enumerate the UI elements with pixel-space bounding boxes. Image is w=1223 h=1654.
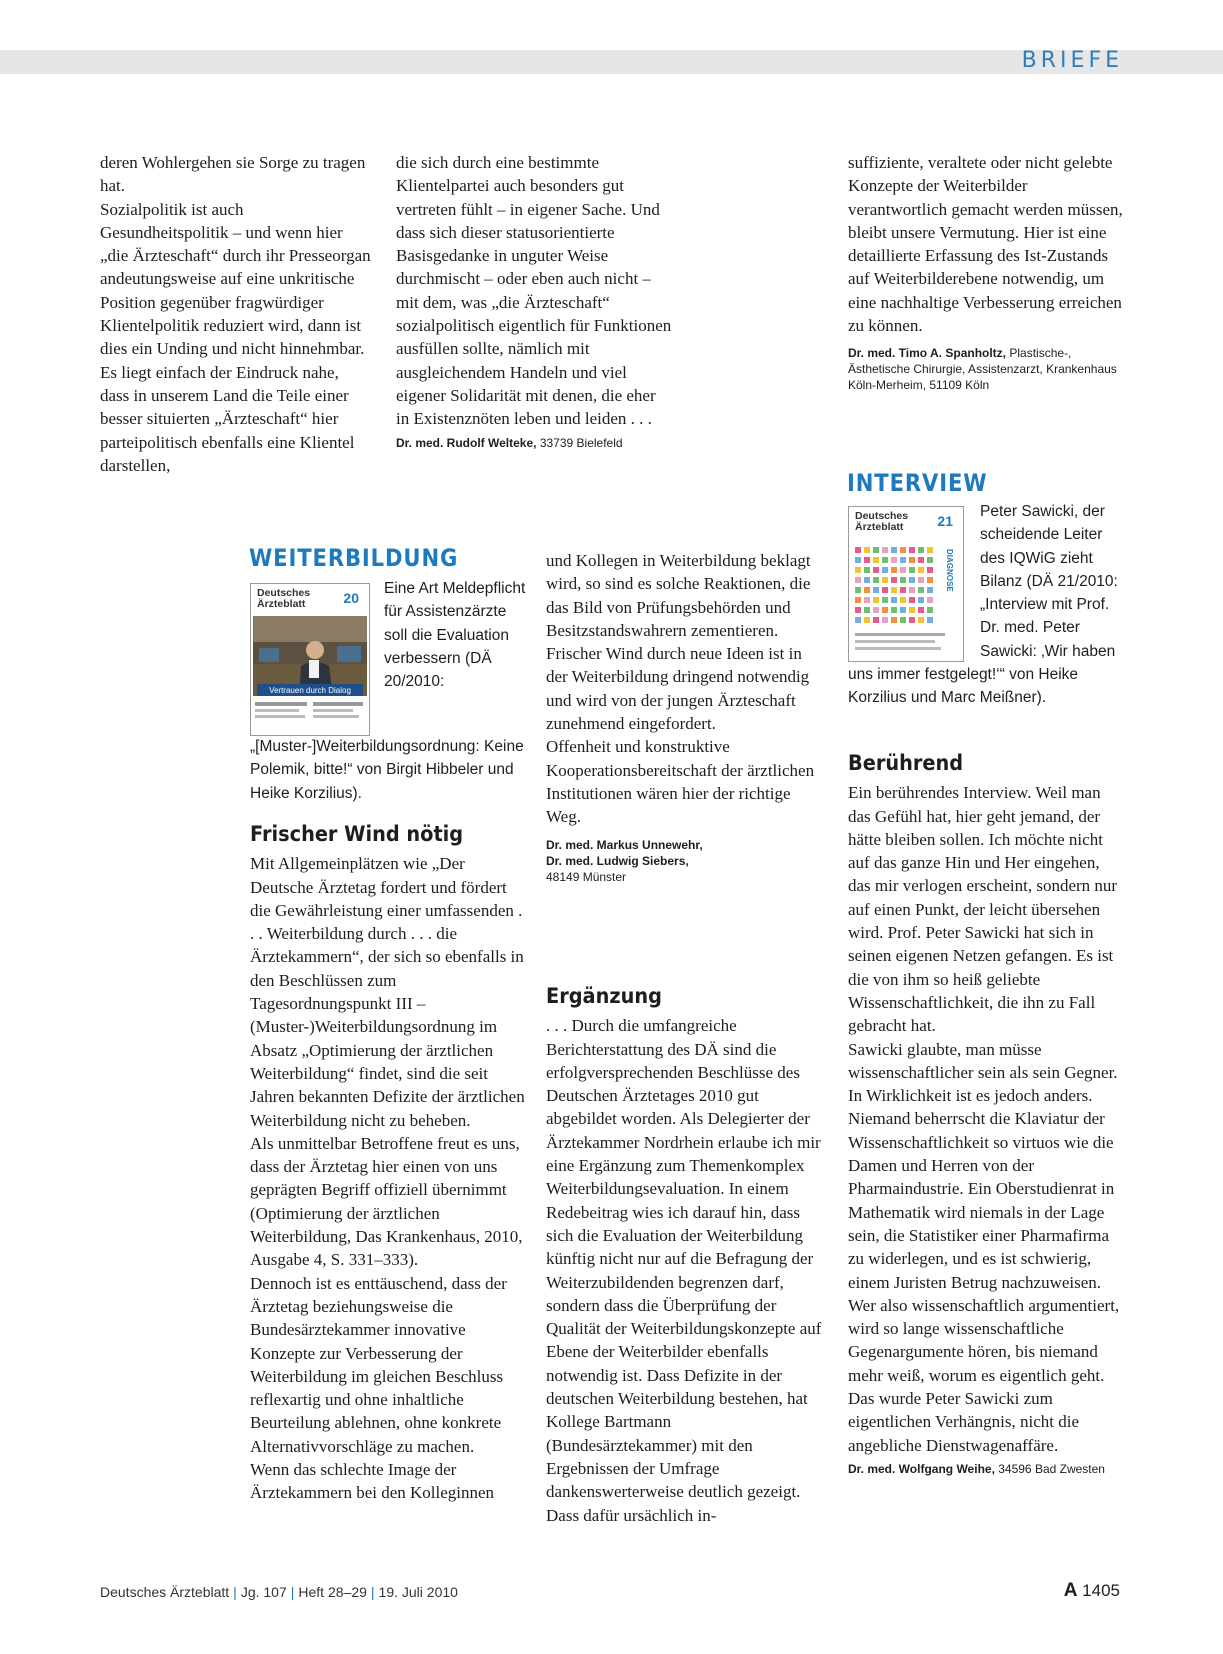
letter-frischer-wind (250, 823, 527, 1505)
letter-signature: Dr. med. Markus Unnewehr, Dr. med. Ludwig Siebers, 48149 Münster (546, 837, 703, 884)
date: 19. Juli 2010 (378, 1584, 458, 1600)
paragraph: . . . Durch die umfangreiche Berichterstattung des DÄ sind die erfolgversprechenden Beschlüsse des Deutschen Ärztetages 2010 gut abgebildet worden. Als Delegierter der Ärztekammer Nordrhein erlaube ich mir eine Ergänzung zum Themenkomplex Weiterbildungsevaluation. In einem Redebeitrag wies ich darauf hin, dass sich die Evaluation der Weiterbildung künftig nicht nur auf die Befragung der Weiterzubildenden begrenzen darf, sondern dass die Überprüfung der Qualität der Weiterbildungskonzepte auf Ebene der Weiterbilder ebenfalls notwendig ist. Dass Defizite in der deutschen Weiterbildung bestehen, hat Kollege Bartmann (Bundesärztekammer) mit den Ergebnissen der Umfrage dankenswerterweise deutlich gezeigt. Dass dafür ursächlich in- (546, 1016, 822, 1525)
cover-title: Deutsches Ärzteblatt (855, 510, 909, 533)
paragraph: deren Wohlergehen sie Sorge zu tragen hat. (100, 153, 366, 196)
volume: Jg. 107 (240, 1584, 287, 1600)
letter-continuation-col1 (100, 151, 372, 477)
cover-vertical-word: DIAGNOSE (945, 549, 954, 592)
interview-teaser: Peter Sawicki, der scheidende Leiter des IQWiG zieht Bilanz (DÄ 21/2010: „Interview mit Prof. Dr. med. Peter Sawicki: ‚Wir haben uns immer festgelegt!‘“ von Heike Korzilius und Marc Meißner). (848, 500, 1124, 710)
cover-float-spacer (250, 577, 384, 735)
section-heading: INTERVIEW (847, 469, 988, 497)
weiterbildung-teaser: Eine Art Meldepflicht für Assistenzärzte soll die Evaluation verbessern (DÄ 20/2010: „[Muster-]Weiterbildungsordnung: Keine Polemik, bitte!“ von Birgit Hibbeler und Heike Korzilius). (250, 577, 526, 805)
letter-signature: Dr. med. Timo A. Spanholtz, Plastische-, Ästhetische Chirurgie, Assistenzarzt, Krankenhaus Köln-Merheim, 51109 Köln (848, 346, 1117, 393)
paragraph: Sozialpolitik ist auch Gesundheitspolitik – und wenn hier „die Ärzteschaft“ durch ihr Presseorgan andeutungsweise auf eine unkritische Position gegenüber fragwürdiger Klientelpolitik reduziert wird, dann ist dies ein Unding und nicht hinnehmbar. Es liegt einfach der Eindruck nahe, dass in unserem Land die Teile einer besser situierten „Ärzteschaft“ hier parteipolitisch ebenfalls eine Klientel darstellen, (100, 199, 371, 475)
cover-title: Deutsches Ärzteblatt (257, 587, 311, 610)
cover-float-spacer (848, 500, 980, 662)
paragraph: Als unmittelbar Betroffene freut es uns, dass der Ärztetag hier einen von uns geprägten Begriff offiziell übernimmt (Optimierung der ärztlichen Weiterbildung, Das Krankenhaus, 2010, Ausgabe 4, S. 331–333). (250, 1133, 523, 1270)
paragraph: die sich durch eine bestimmte Klientelpartei auch besonders gut vertreten fühlt – in eigener Sache. Und dass sich dieser statusorientierte Basisgedanke in unguter Weise durchmischt – oder eben auch nicht – mit dem, was „die Ärzteschaft“ sozialpolitisch eigentlich für Funktionen ausfüllen sollte, nämlich mit ausgleichendem Handeln und viel eigener Solidarität mit denen, die eher in Existenznöten leben und leiden . . . (396, 153, 672, 429)
letter-frischer-wind-continued (546, 549, 823, 885)
footer-citation: Deutsches Ärzteblatt | Jg. 107 | Heft 28–29 | 19. Juli 2010 (100, 1584, 458, 1600)
letter-heading: Berührend (848, 751, 964, 775)
section-title: BRIEFE (1021, 48, 1123, 73)
paragraph: und Kollegen in Weiterbildung beklagt wird, so sind es solche Reaktionen, die das Bild von Prüfungsbehörden und Besitzstandswahrern zementieren. (546, 551, 811, 640)
letter-heading: Ergänzung (546, 984, 662, 1008)
paragraph: suffiziente, veraltete oder nicht gelebte Konzepte der Weiterbilder verantwortlich gemacht werden müssen, bleibt unsere Vermutung. Hier ist eine detaillierte Erfassung des Ist-Zustands auf Weiterbilderebene notwendig, um eine nachhaltige Verbesserung erreichen zu können. (848, 153, 1123, 336)
paragraph: Ein berührendes Interview. Weil man das Gefühl hat, hier geht jemand, der hätte bleiben sollen. Ich möchte nicht auf das ganze Hin und Her eingehen, das mir verlogen erscheint, sondern nur auf einen Punkt, der leicht übersehen wird. Prof. Peter Sawicki hat sich in seinen eigenen Netzen gefangen. Es ist die von ihm so heiß geliebte Wissenschaftlichkeit, die ihn zu Fall gebracht hat. (848, 783, 1118, 1036)
letter-continuation-col3 (848, 151, 1123, 393)
letter-continuation-col2 (396, 151, 672, 451)
page-number: A 1405 (1063, 1580, 1120, 1601)
letter-heading: Frischer Wind nötig (250, 822, 464, 846)
interview-section (847, 469, 1127, 497)
letter-signature: Dr. med. Wolfgang Weihe, 34596 Bad Zwesten (848, 1461, 1105, 1476)
paragraph: Dennoch ist es enttäuschend, dass der Ärztetag beziehungsweise die Bundesärztekammer innovative Konzepte zur Verbesserung der Weiterbildung im gleichen Beschluss reflexartig und ohne inhaltliche Beurteilung ablehnen, ohne konkrete Alternativvorschläge zu machen. (250, 1273, 507, 1456)
paragraph: Sawicki glaubte, man müsse wissenschaftlicher sein als sein Gegner. In Wirklichkeit ist es jedoch anders. Niemand beherrscht die Klaviatur der Wissenschaftlichkeit so virtuos wie die Damen und Herren von der Pharmaindustrie. Ein Oberstudienrat in Mathematik wird niemals in der Lage sein, die Statistiker einer Pharmafirma zu widerlegen, und es ist schwierig, einem Juristen Betrug nachzuweisen. Wer also wissenschaftlich argumentiert, wird so lange wissenschaftliche Gegenargumente hören, bis niemand mehr weiß, worum es eigentlich geht. Das wurde Peter Sawicki zum eigentlichen Verhängnis, nicht die angebliche Dienstwagenaffäre. (848, 1039, 1120, 1455)
cover-caption: Vertrauen durch Dialog (269, 686, 351, 695)
issue: Heft 28–29 (298, 1584, 367, 1600)
paragraph: Wenn das schlechte Image der Ärztekammern bei den Kolleginnen (250, 1460, 495, 1503)
paragraph: Offenheit und konstruktive Kooperationsbereitschaft der ärztlichen Institutionen wären hier der richtige Weg. (546, 737, 815, 827)
letter-beruehrend (848, 752, 1124, 1477)
paragraph: Mit Allgemeinplätzen wie „Der Deutsche Ärztetag fordert und fördert die Gewährleistung einer umfassenden . . . Weiterbildung durch . . . die Ärztekammern“, der sich so ebenfalls in den Beschlüssen zum Tagesordnungspunkt III – (Muster-)Weiterbildungsordnung im Absatz „Optimierung der ärztlichen Weiterbildung“ findet, sind die seit Jahren bekannten Defizite der ärztlichen Weiterbildung nicht zu beheben. (250, 854, 525, 1130)
cover-issue-number: 21 (937, 513, 953, 529)
paragraph: Frischer Wind durch neue Ideen ist in der Weiterbildung dringend notwendig und wird von der jungen Ärzteschaft zunehmend eingefordert. (546, 644, 810, 734)
letter-ergaenzung (546, 985, 823, 1527)
letter-signature: Dr. med. Rudolf Welteke, 33739 Bielefeld (396, 435, 623, 450)
journal-name: Deutsches Ärzteblatt (100, 1584, 230, 1600)
cover-issue-number: 20 (343, 590, 359, 606)
weiterbildung-section (249, 544, 529, 572)
section-heading: WEITERBILDUNG (249, 544, 459, 572)
